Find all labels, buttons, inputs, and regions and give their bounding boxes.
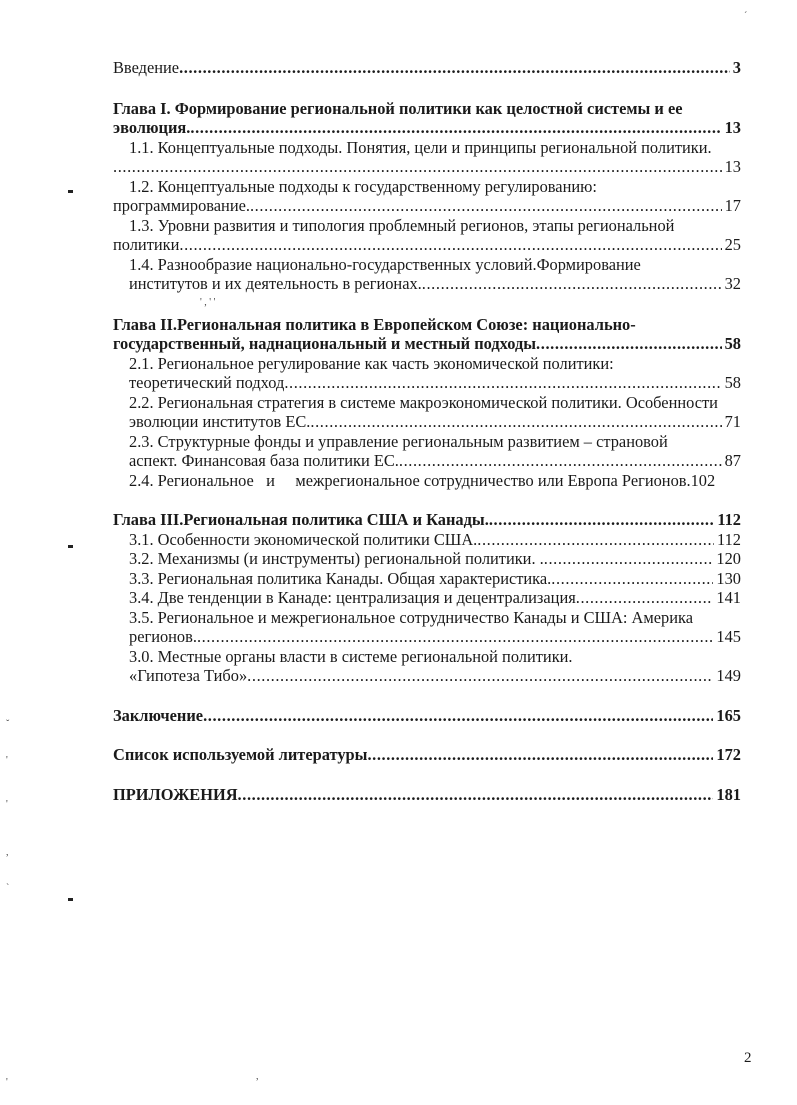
leader-dots [284,373,721,393]
section-2-2: 2.2. Региональная стратегия в системе макроэкономической политики. Особенности [129,392,718,412]
leader-dots [536,334,722,354]
toc-page-number: 32 [724,274,741,293]
scan-speck: ' [6,755,8,766]
toc-page-number: 87 [724,451,741,470]
toc-page-number: 120 [716,549,741,568]
scan-speck: , [6,847,9,858]
scan-mark [68,898,73,901]
section-1-2-end: программирование. ..... 17 [113,196,741,216]
toc-entry-intro [113,58,741,78]
leader-dots [179,235,721,255]
section-1-3: 1.3. Уровни развития и типология проблемный регионов, этапы региональной [129,215,675,235]
leader-dots [551,569,713,589]
toc-page-number: 145 [716,627,741,646]
leader-dots [489,510,715,530]
scan-speck: ` [6,883,10,894]
leader-dots [179,58,730,78]
section-1-3-end: политики ..... 25 [113,235,741,255]
chapter-1-title: Глава I. Формирование региональной политики как целостной системы и ее [113,98,683,118]
toc-page-number: 25 [724,235,741,254]
section-3-6: 3.0. Местные органы власти в системе региональной политики. [129,646,573,666]
table-of-contents [113,58,741,804]
toc-page-number: 149 [716,666,741,685]
section-1-1-end [113,157,741,177]
section-2-2-end: эволюции институтов ЕС. ..... 71 [129,412,741,432]
section-3-2: 3.2. Механизмы (и инструменты) региональной политики. . ..... 120 [129,549,741,569]
chapter-2-title-end: государственный, наднациональный и местный подходы ..... 58 [113,334,741,354]
toc-entry-references: Список используемой литературы ..... 172 [113,745,741,765]
section-2-4: 2.4. Региональное и межрегиональное сотрудничество или Европа Регионов.102 [129,470,716,490]
toc-entry-conclusion: Заключение ..... 165 [113,706,741,726]
section-2-1: 2.1. Региональное регулирование как часть экономической политики: [129,353,614,373]
scan-speck: , [256,1071,259,1082]
leader-dots [576,588,714,608]
section-3-3: 3.3. Региональная политика Канады. Общая характеристика. ..... 130 [129,569,741,589]
toc-page-number: 13 [724,157,741,176]
section-3-1: 3.1. Особенности экономической политики США. ..... 112 [129,530,741,550]
section-2-3: 2.3. Структурные фонды и управление региональным развитием – страновой [129,431,668,451]
page-number: 2 [744,1050,752,1066]
leader-dots [422,274,722,294]
scan-mark [68,190,73,193]
section-3-5: 3.5. Региональное и межрегиональное сотрудничество Канады и США: Америка [129,607,693,627]
toc-page-number: 13 [724,118,741,137]
scan-mark [68,545,73,548]
section-3-6-end: «Гипотеза Тибо» ..... 149 [129,666,741,686]
toc-page-number: 172 [716,745,741,764]
leader-dots [544,549,714,569]
scan-speck: ' , ' ' [200,297,216,308]
section-3-5-end: регионов. ..... 145 [129,627,741,647]
leader-dots [238,785,714,805]
toc-entry-appendix: ПРИЛОЖЕНИЯ ..... 181 [113,785,741,805]
toc-page-number: 112 [717,510,741,529]
leader-dots [477,530,714,550]
leader-dots [203,706,713,726]
leader-dots [247,666,713,686]
leader-dots [190,118,721,138]
toc-page-number: 141 [716,588,741,607]
section-1-1: 1.1. Концептуальные подходы. Понятия, цели и принципы региональной политики. [129,137,712,157]
chapter-3-title: Глава III.Региональная политика США и Канады. ..... 112 [113,510,741,530]
leader-dots [197,627,713,647]
scan-speck: ' [6,799,8,810]
scan-speck: ' [6,1077,8,1088]
toc-page-number: 165 [716,705,741,725]
scan-speck: ´ [744,11,748,22]
leader-dots [310,412,721,432]
section-1-4-end: институтов и их деятельность в регионах. ..... 32 [129,274,741,294]
toc-page-number: 58 [724,334,741,353]
leader-dots [113,157,722,177]
leader-dots [399,451,722,471]
toc-page-number: 130 [716,568,741,588]
toc-page-number: 112 [717,529,741,549]
section-3-4: 3.4. Две тенденции в Канаде: централизация и децентрализация ..... 141 [129,588,741,608]
scan-speck: ˇ [6,719,10,730]
section-1-2: 1.2. Концептуальные подходы к государственному регулированию: [129,176,597,196]
toc-page-number: 58 [724,373,741,392]
section-2-3-end: аспект. Финансовая база политики ЕС. ..... 87 [129,451,741,471]
toc-page-number: 71 [724,412,741,431]
leader-dots [367,745,713,765]
chapter-2-title: Глава II.Региональная политика в Европейском Союзе: национально- [113,314,636,334]
leader-dots [250,196,722,216]
chapter-1-title-end: эволюция. ..... 13 [113,118,741,138]
section-2-1-end: теоретический подход ..... 58 [129,373,741,393]
toc-page-number: 181 [716,784,741,804]
section-1-4: 1.4. Разнообразие национально-государственных условий.Формирование [129,254,641,274]
toc-page-number: 17 [724,196,741,215]
toc-page-number: 3 [732,58,741,77]
toc-entry-title: Введение [113,58,180,77]
